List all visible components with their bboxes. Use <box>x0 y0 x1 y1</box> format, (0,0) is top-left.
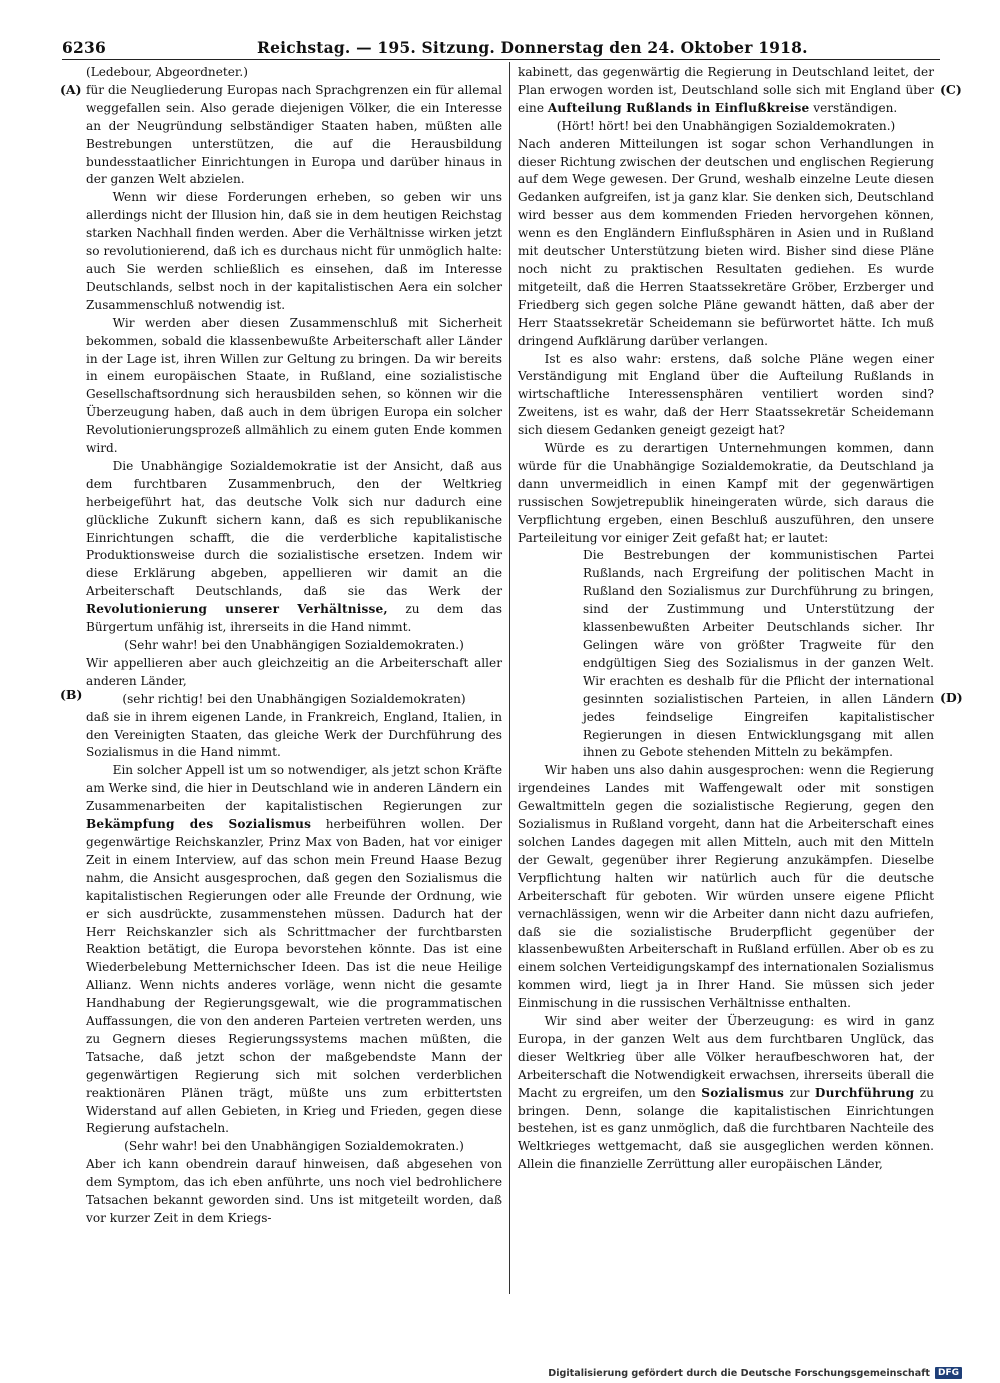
paragraph: Die Unabhängige Sozialdemokratie ist der Ansicht, daß aus dem furchtbaren Zusammenbruch, den der Weltkrieg herbeigeführt hat, das deutsche Volk sich nur dadurch eine glückliche Zukunft sichern kann, daß es sich republikanische Einrichtungen schafft, die die verderbliche kapitalistische Produktionsweise durch die sozialistische ersetzen. Indem wir diese Erklärung abgeben, appellieren wir damit an die Arbeiterschaft Deutschlands, daß sie das Werk der Revolutionierung unserer Verhältnisse, zu dem das Bürgertum unfähig ist, ihrerseits in die Hand nimmt. <box>86 458 502 635</box>
interjection: (Sehr wahr! bei den Unabhängigen Sozialdemokraten.) <box>124 638 464 652</box>
paragraph: Würde es zu derartigen Unternehmungen kommen, dann würde für die Unabhängige Sozialdemokratie, da Deutschland ja dann unvermeidlich in einen Kampf mit der gegenwärtigen russischen Sowjetrepublik hineingeraten würde, sich daraus die Verpflichtung ergeben, einen Beschluß auszuführen, den unsere Parteileitung vor einiger Zeit gefaßt hat; er lautet: <box>518 441 934 545</box>
column-divider <box>509 62 510 1294</box>
paragraph: Wir sind aber weiter der Überzeugung: es wird in ganz Europa, in der ganzen Welt aus dem furchtbaren Unglück, das dieser Weltkrieg über alle Völker heraufbeschworen hat, der Arbeiterschaft die Notwendigkeit erwachsen, ihrerseits überall die Macht zu ergreifen, um den Sozialismus zur Durchführung zu bringen. Denn, solange die kapitalistischen Einrichtungen bestehen, ist es ganz unmöglich, daß die furchtbaren Nachteile des Weltkrieges wettgemacht, daß sie ausgeglichen werden können. Allein die finanzielle Zerrüttung aller europäischen Länder, <box>518 1014 934 1172</box>
paragraph: Ist es also wahr: erstens, daß solche Pläne wegen einer Verständigung mit England über die Aufteilung Rußlands in wirtschaftliche Interessensphären ventiliert worden sind? Zweitens, ist es wahr, daß der Herr Staatssekretär Scheidemann sich diesem Gedanken geneigt gezeigt hat? <box>518 351 934 438</box>
margin-mark-d: (D) <box>940 690 963 705</box>
page-number: 6236 <box>62 38 106 57</box>
paragraph: Wir appellieren aber auch gleichzeitig an die Arbeiterschaft aller anderen Länder, <box>86 655 502 688</box>
emphasis-text: Bekämpfung des Sozialismus <box>86 817 312 832</box>
dfg-logo-icon: DFG <box>935 1367 962 1379</box>
interjection: (Sehr wahr! bei den Unabhängigen Sozialdemokraten.) <box>124 1139 464 1154</box>
paragraph: daß sie in ihrem eigenen Lande, in Frankreich, England, Italien, in den Vereinigten Staaten, das gleiche Werk der Durchführung des Sozialismus in die Hand nimmt. <box>86 709 502 760</box>
emphasis-text: Revolutionierung unserer Verhältnisse, <box>86 602 388 617</box>
speaker-note: (Ledebour, Abgeordneter.) <box>86 65 248 79</box>
footer-credit <box>548 1366 962 1380</box>
right-column <box>518 64 934 1174</box>
emphasis-text: Durchführung <box>814 1085 915 1100</box>
margin-mark-b: (B) <box>60 687 83 702</box>
margin-mark-a: (A) <box>60 82 82 97</box>
emphasis-text: Sozialismus <box>701 1085 784 1100</box>
interjection: (sehr richtig! bei den Unabhängigen Sozialdemokraten) <box>122 691 466 706</box>
paragraph: kabinett, das gegenwärtig die Regierung in Deutschland leitet, der Plan erwogen worden ist, Deutschland solle sich mit England über eine Aufteilung Rußlands in Einflußkreise verständigen. <box>518 65 934 115</box>
interjection: (Hört! hört! bei den Unabhängigen Sozialdemokraten.) <box>556 118 896 133</box>
paragraph: Wir werden aber diesen Zusammenschluß mit Sicherheit bekommen, sobald die klassenbewußte Arbeiterschaft aller Länder in der Lage ist, ihren Willen zur Geltung zu bringen. Da wir bereits in einem europäischen Staate, in Rußland, eine sozialistische Gesellschaftsordnung sich herausbilden sehen, so können wir die Überzeugung haben, daß auch in dem übrigen Europa ein solcher Revolutionierungsprozeß allmählich zu einem guten Ende kommen wird. <box>86 315 502 456</box>
footer-text: Digitalisierung gefördert durch die Deutsche Forschungsgemeinschaft <box>548 1367 930 1379</box>
margin-mark-c: (C) <box>940 82 962 97</box>
paragraph: Nach anderen Mitteilungen ist sogar schon Verhandlungen in dieser Richtung zwischen der deutschen und englischen Regierung auf dem Wege gewesen. Der Grund, weshalb einzelne Leute diesen Gedanken aufgreifen, ist ja ganz klar. Sie denken sich, Deutschland wird besser aus dem kommenden Frieden hervorgehen können, wenn es den Engländern Einflußsphären in Asien und in Rußland mit deutscher Unterstützung bieten wird. Bisher sind diese Pläne noch nicht zu praktischen Resultaten gediehen. Es wurde mitgeteilt, daß die Herren Staatssekretäre Gröber, Erzberger und Friedberg sich gegen solche Pläne gewandt hätten, daß aber der Herr Staatssekretär Scheidemann sie befürwortet hätte. Ich muß dringend Aufklärung darüber verlangen. <box>518 136 934 348</box>
emphasis-text: Aufteilung Rußlands in Einflußkreise <box>547 100 810 115</box>
left-column <box>86 64 502 1228</box>
page-header <box>62 38 940 60</box>
paragraph: Ein solcher Appell ist um so notwendiger, als jetzt schon Kräfte am Werke sind, die hier in Deutschland wie in anderen Ländern ein Zusammenarbeiten der kapitalistischen Regierungen zur Bekämpfung des Sozialismus herbeiführen wollen. Der gegenwärtige Reichskanzler, Prinz Max von Baden, hat vor einiger Zeit in einem Interview, auf das schon mein Freund Haase Bezug nahm, die Ansicht ausgesprochen, daß gegen den Sozialismus die kapitalistischen Regierungen oder alle Freunde der Ordnung, wie er sich ausdrückte, zusammenstehen müssen. Dadurch hat der Herr Reichskanzler sich als Schrittmacher der furchtbarsten Reaktion betätigt, die Europa bevorstehen könnte. Das ist eine Wiederbelebung Metternichscher Ideen. Das ist die neue Heilige Allianz. Wenn nichts anderes vorläge, wenn nicht die gesamte Handhabung der Regierungsgewalt, wie die programmatischen Auffassungen, die von den anderen Parteien vertreten werden, uns zu Gegnern dieses Regierungssystems machen müßten, die Tatsache, daß jetzt schon der maßgebendste Mann der gegenwärtigen Regierung sich mit solchen verderblichen reaktionären Plänen trägt, müßte uns zum erbittertsten Widerstand auf allen Gebieten, in Krieg und Frieden, gegen diese Regierung aufstacheln. <box>86 763 502 1136</box>
running-title: Reichstag. — 195. Sitzung. Donnerstag den 24. Oktober 1918. <box>257 38 808 57</box>
header-rule <box>62 59 940 60</box>
block-quote: Die Bestrebungen der kommunistischen Partei Rußlands, nach Ergreifung der politischen Macht in Rußland den Sozialismus zur Durchführung zu bringen, sind der Zustimmung und Unterstützung der klassenbewußten Arbeiter Deutschlands sicher. Ihr Gelingen wäre von größter Tragweite für den endgültigen Sieg des Sozialismus in der ganzen Welt. Wir erachten es deshalb für die Pflicht der international gesinnten sozialistischen Parteien, in allen Ländern jedes feindselige Eingreifen kapitalistischer Regierungen in diesen Entwicklungsgang mit allen ihnen zu Gebote stehenden Mitteln zu bekämpfen. <box>583 548 934 760</box>
paragraph: für die Neugliederung Europas nach Sprachgrenzen ein für allemal weggefallen sein. Also gerade diejenigen Völker, die ein Interesse an der Neugründung selbständiger Staaten haben, müßten alle Bestrebungen unterstützen, die auf die Herausbildung bundesstaatlicher Einrichtungen in Europa und darüber hinaus in der ganzen Welt abzielen. <box>86 82 502 187</box>
paragraph: Aber ich kann obendrein darauf hinweisen, daß abgesehen von dem Symptom, das ich eben anführte, uns noch viel bedrohlichere Tatsachen bekannt geworden sind. Uns ist mitgeteilt worden, daß vor kurzer Zeit in dem Kriegs- <box>86 1157 502 1225</box>
paragraph: Wir haben uns also dahin ausgesprochen: wenn die Regierung irgendeines Landes mit Waffengewalt oder mit sonstigen Gewaltmitteln gegen die sozialistische Regierung, gegen den Sozialismus in Rußland vorgeht, dann hat die Arbeiterschaft eines solchen Landes dagegen mit allen Mitteln, auch mit den Mitteln der Gewalt, gegenüber ihrer Regierung anzukämpfen. Dieselbe Verpflichtung halten wir natürlich auch für die deutsche Arbeiterschaft für geboten. Wir würden unsere eigene Pflicht vernachlässigen, wenn wir die Arbeiter dann nicht dazu aufriefen, daß sie die sozialistische Bruderpflicht gegenüber der klassenbewußten Arbeiterschaft in Rußland erfüllen. Aber ob es zu einem solchen Verteidigungskampf des internationalen Sozialismus kommen wird, liegt ja in Ihrer Hand. Sie müssen sich jeder Einmischung in die russischen Verhältnisse enthalten. <box>518 763 934 1011</box>
paragraph: Wenn wir diese Forderungen erheben, so geben wir uns allerdings nicht der Illusion hin, daß sie in dem heutigen Reichstag starken Nachhall finden werden. Aber die Verhältnisse wirken jetzt so revolutionierend, daß ich es durchaus nicht für unmöglich halte: auch Sie werden schließlich es einsehen, daß im Interesse Deutschlands, selbst noch in der kapitalistischen Aera ein solcher Zusammenschluß notwendig ist. <box>86 190 502 312</box>
